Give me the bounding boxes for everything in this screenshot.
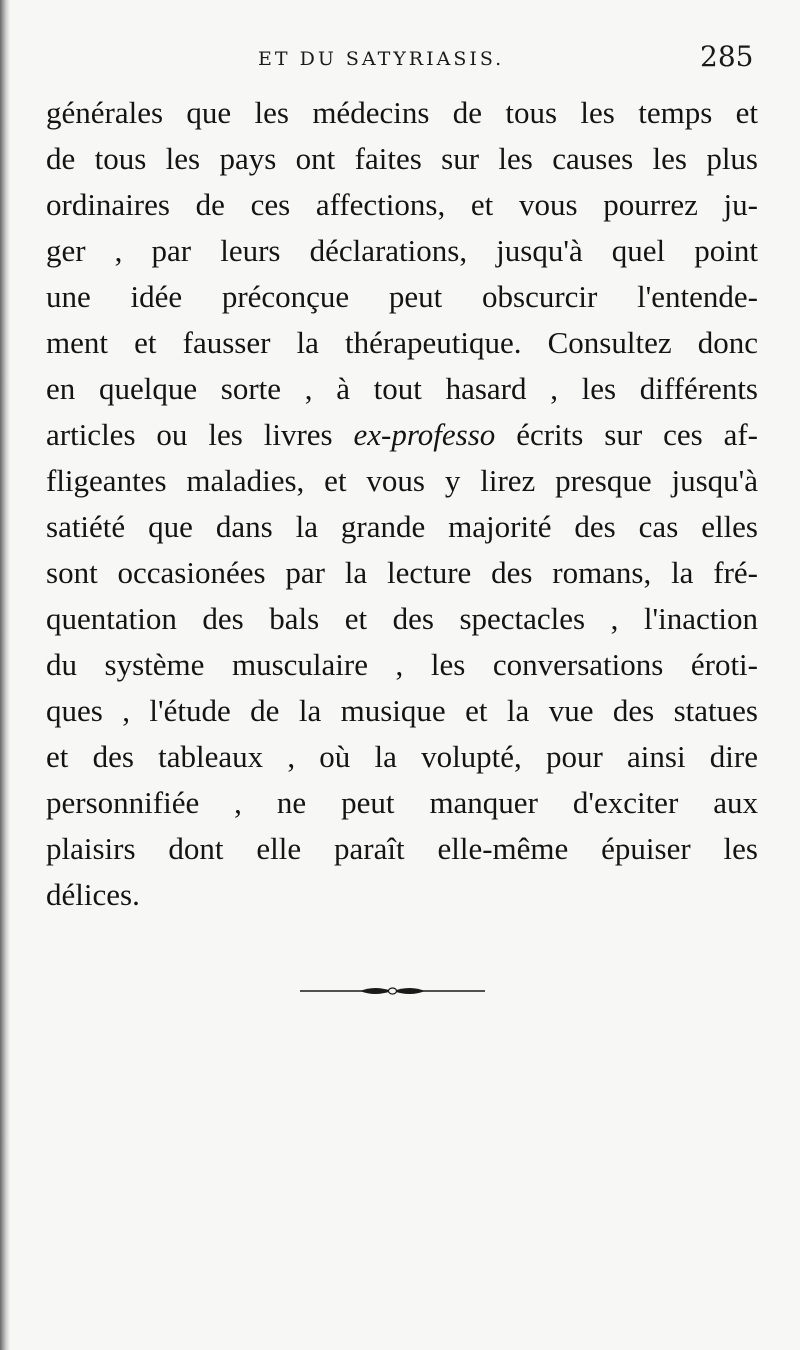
running-title: ET DU SATYRIASIS. bbox=[258, 48, 505, 70]
page-header bbox=[0, 40, 800, 80]
body-paragraph bbox=[46, 90, 758, 918]
text-segment: articles ou les livres bbox=[46, 417, 354, 452]
text-line: ger , par leurs déclarations, jusqu'à quel point bbox=[46, 233, 758, 268]
text-line-with-italic bbox=[46, 412, 758, 458]
text-line: du système musculaire , les conversations éroti- bbox=[46, 647, 758, 682]
text-line: une idée préconçue peut obscurcir l'entende- bbox=[46, 279, 758, 314]
italic-phrase: ex-professo bbox=[353, 417, 496, 452]
text-line: de tous les pays ont faites sur les causes les plus bbox=[46, 141, 758, 176]
text-line: plaisirs dont elle paraît elle-même épuiser les bbox=[46, 831, 758, 866]
text-line: sont occasionées par la lecture des romans, la fré- bbox=[46, 555, 758, 590]
text-line: en quelque sorte , à tout hasard , les différents bbox=[46, 371, 758, 406]
ornamental-divider bbox=[300, 980, 485, 1002]
text-segment: écrits sur ces af- bbox=[495, 417, 758, 452]
text-line: fligeantes maladies, et vous y lirez presque jusqu'à bbox=[46, 463, 758, 498]
page-number: 285 bbox=[700, 40, 754, 73]
text-line: ment et fausser la thérapeutique. Consultez donc bbox=[46, 325, 758, 360]
text-line: quentation des bals et des spectacles , l'inaction bbox=[46, 601, 758, 636]
text-line: générales que les médecins de tous les temps et bbox=[46, 95, 758, 130]
text-line: délices. bbox=[46, 877, 140, 912]
page-gutter-shadow bbox=[0, 0, 10, 1350]
text-line: ordinaires de ces affections, et vous pourrez ju- bbox=[46, 187, 758, 222]
text-line: ques , l'étude de la musique et la vue des statues bbox=[46, 693, 758, 728]
text-line: personnifiée , ne peut manquer d'exciter aux bbox=[46, 785, 758, 820]
text-line: et des tableaux , où la volupté, pour ainsi dire bbox=[46, 739, 758, 774]
text-line: satiété que dans la grande majorité des cas elles bbox=[46, 509, 758, 544]
